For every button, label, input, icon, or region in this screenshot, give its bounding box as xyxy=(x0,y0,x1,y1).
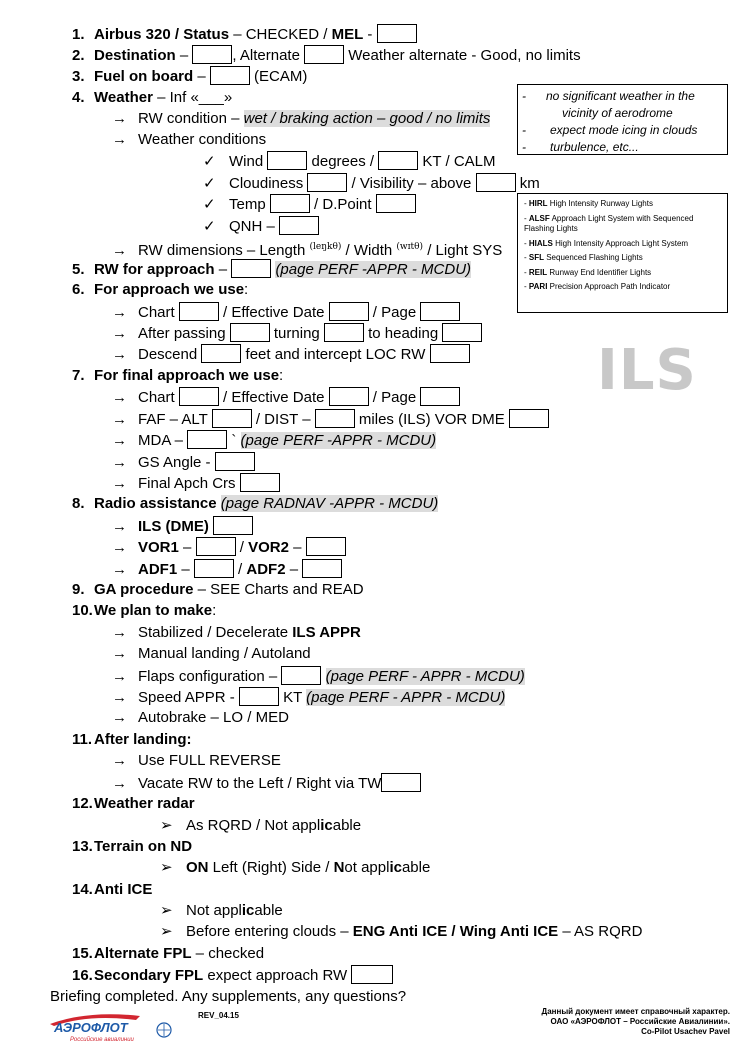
note-row xyxy=(522,139,723,156)
checkmark-icon: ✓ xyxy=(203,218,216,235)
note-row: - PARI Precision Approach Path Indicator xyxy=(524,282,671,291)
item-title: We plan to make xyxy=(94,602,213,619)
footer-line: Данный документ имеет справочный характер. xyxy=(541,1007,730,1016)
item-text: ` xyxy=(227,432,237,449)
vacate-row xyxy=(112,773,421,793)
item-text: Stabilized / Decelerate xyxy=(138,624,293,641)
item-text: KT xyxy=(278,689,307,706)
arrow-icon: → xyxy=(112,689,127,706)
item-7 xyxy=(72,366,283,386)
item-text: - xyxy=(363,26,373,43)
arrowhead-bullet-icon: ➢ xyxy=(160,859,173,876)
temp-row xyxy=(203,194,416,214)
final-date-input[interactable] xyxy=(329,387,369,406)
qnh-input[interactable] xyxy=(279,216,319,235)
item-text: , Alternate xyxy=(232,47,300,64)
item-text: Final Apch Crs xyxy=(138,475,236,492)
cloudiness-row xyxy=(203,173,540,193)
arrow-icon: → xyxy=(112,454,127,471)
weather-conditions xyxy=(112,130,266,150)
note-text: Approach Light System with Sequenced Flashing Lights xyxy=(524,213,694,233)
item-title: For approach we use xyxy=(94,281,245,298)
item-text: QNH – xyxy=(229,218,275,235)
secondary-rw-input[interactable] xyxy=(351,965,393,984)
item-number: 14. xyxy=(72,881,93,898)
adf1-input[interactable] xyxy=(194,559,234,578)
item-number: 8. xyxy=(72,495,85,512)
footer-note xyxy=(542,1007,731,1037)
item-text: – AS RQRD xyxy=(558,923,643,940)
dewpoint-input[interactable] xyxy=(376,194,416,213)
checkmark-icon: ✓ xyxy=(203,153,216,170)
arrow-icon: → xyxy=(112,645,127,662)
item-text: Chart xyxy=(138,304,175,321)
item-number: 12. xyxy=(72,795,93,812)
arrow-icon: → xyxy=(112,668,127,685)
rw-approach-input[interactable] xyxy=(231,259,271,278)
cloudiness-input[interactable] xyxy=(307,173,347,192)
note-row xyxy=(522,88,723,105)
mda-input[interactable] xyxy=(187,430,227,449)
final-chart-input[interactable] xyxy=(179,387,219,406)
vor-dme-input[interactable] xyxy=(509,409,549,428)
item-9 xyxy=(72,580,364,600)
item-text: expect approach RW xyxy=(203,967,348,984)
item-text: Flaps configuration – xyxy=(138,668,278,685)
item-14 xyxy=(72,880,152,900)
item-text: able xyxy=(254,902,283,919)
item-title: Radio assistance xyxy=(94,495,217,512)
flaps-row xyxy=(112,666,525,686)
faf-dist-input[interactable] xyxy=(315,409,355,428)
rw-dimensions xyxy=(112,237,502,257)
descend-input[interactable] xyxy=(201,344,241,363)
item-text: – CHECKED / xyxy=(229,26,332,43)
transcription: (leŋkθ) xyxy=(309,242,342,252)
item-number: 10. xyxy=(72,602,93,619)
item-text: – SEE Charts and READ xyxy=(193,581,364,598)
approach-chart-row xyxy=(112,302,460,322)
item-text: feet and intercept LOC RW xyxy=(241,346,426,363)
item-title: After landing: xyxy=(94,731,192,748)
logo-text: АЭРОФЛОТ xyxy=(54,1020,128,1035)
transcription: (wɪtθ) xyxy=(396,242,424,252)
checkmark-icon: ✓ xyxy=(203,196,216,213)
note-text: no significant weather in the xyxy=(546,89,695,103)
item-8 xyxy=(72,494,438,514)
note-abbr: PARI xyxy=(528,282,548,291)
approach-page-input[interactable] xyxy=(420,302,460,321)
item-text: km xyxy=(515,175,540,192)
closing-text: Briefing completed. Any supplements, any questions? xyxy=(50,988,407,1005)
item-text-bold: ON xyxy=(186,859,209,876)
note-row: - ALSF Approach Light System with Sequenced Flashing Lights xyxy=(524,213,694,233)
item-note-highlight: (page RADNAV -APPR - MCDU) xyxy=(220,495,439,512)
item-text: GS Angle - xyxy=(138,454,211,471)
landing-row xyxy=(112,644,311,664)
arrowhead-bullet-icon: ➢ xyxy=(160,902,173,919)
item-text: / Width xyxy=(341,242,397,259)
item-11 xyxy=(72,730,192,750)
item-text: : xyxy=(279,367,284,384)
note-abbr: HIRL xyxy=(528,199,548,208)
item-6 xyxy=(72,280,248,300)
item-text: – checked xyxy=(191,945,265,962)
after-passing-input[interactable] xyxy=(230,323,270,342)
radar-row xyxy=(160,816,361,836)
item-text: Descend xyxy=(138,346,198,363)
arrow-icon: → xyxy=(112,475,127,492)
taxiway-input[interactable] xyxy=(381,773,421,792)
item-number: 11. xyxy=(72,731,93,748)
item-text: » xyxy=(223,89,233,106)
adf-row xyxy=(112,559,342,579)
item-13 xyxy=(72,837,192,857)
item-text: Cloudiness xyxy=(229,175,304,192)
footer-line: ОАО «АЭРОФЛОТ – Российские Авиалинии». xyxy=(550,1017,730,1026)
item-text: Before entering clouds – xyxy=(186,923,353,940)
item-text: Use FULL REVERSE xyxy=(138,752,281,769)
atis-blank[interactable]: ___ xyxy=(198,89,224,106)
terrain-row xyxy=(160,858,430,878)
arrow-icon: → xyxy=(112,539,127,556)
note-row: - HIRL High Intensity Runway Lights xyxy=(524,199,653,208)
item-text: – Inf « xyxy=(152,89,199,106)
item-text-bold: MEL xyxy=(331,26,364,43)
arrow-icon: → xyxy=(112,131,127,148)
item-text-bold: ic xyxy=(389,859,402,876)
item-text: / DIST – xyxy=(251,411,311,428)
footer-line: Co-Pilot Usachev Pavel xyxy=(641,1027,730,1036)
item-title: Secondary FPL xyxy=(94,967,204,984)
item-text: / Page xyxy=(368,389,417,406)
temp-input[interactable] xyxy=(270,194,310,213)
note-row: - SFL Sequenced Flashing Lights xyxy=(524,253,643,262)
item-text-bold: ILS (DME) xyxy=(138,518,209,535)
item-text: / Effective Date xyxy=(218,304,325,321)
item-text: / Visibility – above xyxy=(347,175,472,192)
destination-input[interactable] xyxy=(192,45,232,64)
alternate-input[interactable] xyxy=(304,45,344,64)
note-abbr: HIALS xyxy=(528,238,553,248)
item-5 xyxy=(72,259,471,279)
item-3 xyxy=(72,66,307,86)
item-text: After passing xyxy=(138,325,226,342)
arrow-icon: → xyxy=(112,110,127,127)
note-text: expect mode icing in clouds xyxy=(550,123,698,137)
note-text: Runway End Identifier Lights xyxy=(547,267,652,277)
arrow-icon: → xyxy=(112,242,127,259)
dash-bullet: - xyxy=(522,140,526,154)
note-text: vicinity of aerodrome xyxy=(562,106,673,120)
fuel-input[interactable] xyxy=(210,66,250,85)
item-note-highlight: (page PERF -APPR - MCDU) xyxy=(275,261,472,278)
item-number: 13. xyxy=(72,838,93,855)
note-abbr: REIL xyxy=(528,267,548,277)
item-title: Terrain on ND xyxy=(94,838,193,855)
item-text: miles (ILS) VOR DME xyxy=(354,411,505,428)
item-text: Speed APPR - xyxy=(138,689,235,706)
arrowhead-bullet-icon: ➢ xyxy=(160,817,173,834)
item-10 xyxy=(72,601,216,621)
item-number: 16. xyxy=(72,967,93,984)
dash-bullet: - xyxy=(522,123,526,137)
item-title: Fuel on board xyxy=(94,68,194,85)
note-text: High Intensity Approach Light System xyxy=(552,238,689,248)
gs-angle-input[interactable] xyxy=(215,452,255,471)
item-text: KT / CALM xyxy=(418,153,496,170)
item-text: Temp xyxy=(229,196,266,213)
item-text: – xyxy=(288,539,302,556)
wind-speed-input[interactable] xyxy=(378,151,418,170)
item-text: Weather conditions xyxy=(138,131,267,148)
item-text: (ECAM) xyxy=(249,68,308,85)
arrow-icon: → xyxy=(112,752,127,769)
item-note-highlight: (page PERF -APPR - MCDU) xyxy=(240,432,437,449)
item-note-highlight: (page PERF - APPR - MCDU) xyxy=(325,668,525,685)
item-text: Vacate RW to the Left / Right via TW xyxy=(138,775,382,792)
heading-input[interactable] xyxy=(442,323,482,342)
item-text-bold: VOR2 xyxy=(248,539,289,556)
arrow-icon: → xyxy=(112,325,127,342)
item-title: Alternate FPL xyxy=(94,945,192,962)
item-title: RW for approach xyxy=(94,261,215,278)
arrow-icon: → xyxy=(112,389,127,406)
arrow-icon: → xyxy=(112,624,127,641)
item-note-highlight: wet / braking action – good / no limits xyxy=(243,110,491,127)
item-number: 15. xyxy=(72,945,93,962)
gs-angle-row xyxy=(112,452,255,472)
arrowhead-bullet-icon: ➢ xyxy=(160,923,173,940)
approach-date-input[interactable] xyxy=(329,302,369,321)
ils-watermark: ILS xyxy=(597,338,697,403)
item-text: – xyxy=(214,261,228,278)
note-abbr: SFL xyxy=(528,253,544,262)
faf-row xyxy=(112,409,549,429)
item-text: Not appl xyxy=(186,902,242,919)
item-16 xyxy=(72,965,393,985)
flaps-input[interactable] xyxy=(281,666,321,685)
aeroflot-logo-mark xyxy=(48,1010,198,1044)
faf-alt-input[interactable] xyxy=(212,409,252,428)
item-text-bold: VOR1 xyxy=(138,539,179,556)
wind-row xyxy=(203,151,496,171)
visibility-input[interactable] xyxy=(476,173,516,192)
item-text: ot appl xyxy=(344,859,390,876)
revision: REV_04.15 xyxy=(198,1011,239,1020)
item-text-bold: ADF2 xyxy=(246,561,286,578)
item-title: Weather xyxy=(94,89,153,106)
after-passing-row xyxy=(112,323,482,343)
item-number: 5. xyxy=(72,261,85,278)
item-number: 7. xyxy=(72,367,85,384)
item-text: / xyxy=(233,561,247,578)
aeroflot-logo xyxy=(48,1010,198,1049)
item-text-bold: ic xyxy=(320,817,333,834)
final-chart-row xyxy=(112,387,460,407)
rw-condition xyxy=(112,109,490,129)
final-crs-input[interactable] xyxy=(240,473,280,492)
item-title: GA procedure xyxy=(94,581,194,598)
arrow-icon: → xyxy=(112,432,127,449)
item-2 xyxy=(72,45,581,65)
note-row xyxy=(522,105,723,122)
arrow-icon: → xyxy=(112,709,127,726)
item-text: – xyxy=(193,68,206,85)
vor1-input[interactable] xyxy=(196,537,236,556)
speed-input[interactable] xyxy=(239,687,279,706)
weather-note-box xyxy=(517,84,728,155)
item-text-bold: ENG Anti ICE / Wing Anti ICE xyxy=(352,923,559,940)
arrow-icon: → xyxy=(112,518,127,535)
item-text: : xyxy=(244,281,249,298)
vor2-input[interactable] xyxy=(306,537,346,556)
anti-ice-row-2 xyxy=(160,922,642,942)
vor-row xyxy=(112,537,346,557)
checkmark-icon: ✓ xyxy=(203,175,216,192)
item-text: Autobrake – LO / MED xyxy=(138,709,289,726)
approach-chart-input[interactable] xyxy=(179,302,219,321)
item-text: MDA – xyxy=(138,432,184,449)
item-text: / Light SYS xyxy=(423,242,503,259)
item-note-highlight: (page PERF - APPR - MCDU) xyxy=(306,689,506,706)
note-row xyxy=(522,122,723,139)
ils-dme-row xyxy=(112,516,253,536)
item-text: Manual landing / Autoland xyxy=(138,645,311,662)
item-text: As RQRD / Not appl xyxy=(186,817,321,834)
logo-subtitle: Российские авиалинии xyxy=(70,1037,134,1043)
ils-dme-input[interactable] xyxy=(213,516,253,535)
item-4 xyxy=(72,88,232,108)
item-text: Left (Right) Side / xyxy=(208,859,334,876)
item-title: Airbus 320 / Status xyxy=(94,26,230,43)
item-text: Weather alternate - Good, no limits xyxy=(344,47,581,64)
note-text: High Intensity Runway Lights xyxy=(547,199,653,208)
note-text: Sequenced Flashing Lights xyxy=(544,253,643,262)
arrow-icon: → xyxy=(112,411,127,428)
item-title: For final approach we use xyxy=(94,367,280,384)
item-text-bold: ADF1 xyxy=(138,561,178,578)
wind-direction-input[interactable] xyxy=(267,151,307,170)
item-15 xyxy=(72,944,264,964)
item-title: Destination xyxy=(94,47,176,64)
arrow-icon: → xyxy=(112,304,127,321)
item-title: Anti ICE xyxy=(94,881,153,898)
item-text-bold: ic xyxy=(241,902,255,919)
qnh-row xyxy=(203,216,319,236)
item-text: Chart xyxy=(138,389,175,406)
final-crs-row xyxy=(112,473,280,493)
item-text-bold: N xyxy=(333,859,345,876)
lights-note-box xyxy=(517,193,728,313)
item-title: Weather radar xyxy=(94,795,195,812)
item-text: / D.Point xyxy=(309,196,372,213)
item-text: / Page xyxy=(368,304,417,321)
item-number: 6. xyxy=(72,281,85,298)
item-number: 1. xyxy=(72,26,85,43)
item-text: to heading xyxy=(363,325,439,342)
item-number: 9. xyxy=(72,581,85,598)
adf2-input[interactable] xyxy=(302,559,342,578)
item-text: able xyxy=(401,859,431,876)
item-text: / Effective Date xyxy=(218,389,325,406)
item-text: degrees / xyxy=(307,153,375,170)
note-row: - HIALS High Intensity Approach Light System xyxy=(524,238,689,248)
final-page-input[interactable] xyxy=(420,387,460,406)
item-text-bold: ILS APPR xyxy=(292,624,361,641)
item-text: RW condition – xyxy=(138,110,244,127)
reverse-row xyxy=(112,751,281,771)
turning-input[interactable] xyxy=(324,323,364,342)
item-number: 4. xyxy=(72,89,85,106)
mel-input[interactable] xyxy=(377,24,417,43)
anti-ice-row-1 xyxy=(160,901,283,921)
item-1 xyxy=(72,24,417,44)
item-number: 2. xyxy=(72,47,85,64)
item-text: Wind xyxy=(229,153,264,170)
item-text: : xyxy=(212,602,217,619)
speed-row xyxy=(112,687,505,707)
descend-row xyxy=(112,344,470,364)
mda-row xyxy=(112,430,436,450)
loc-rw-input[interactable] xyxy=(430,344,470,363)
stabilized-row xyxy=(112,623,361,643)
arrow-icon: → xyxy=(112,346,127,363)
note-abbr: ALSF xyxy=(528,213,550,223)
item-text: – xyxy=(285,561,299,578)
arrow-icon: → xyxy=(112,775,127,792)
item-text: RW dimensions – Length xyxy=(138,242,310,259)
note-row: - REIL Runway End Identifier Lights xyxy=(524,267,652,277)
arrow-icon: → xyxy=(112,561,127,578)
item-text: / xyxy=(235,539,249,556)
dash-bullet: - xyxy=(522,89,526,103)
item-text: – xyxy=(177,561,190,578)
item-text: turning xyxy=(269,325,320,342)
note-text: turbulence, etc... xyxy=(550,140,639,154)
note-text: Precision Approach Path Indicator xyxy=(547,282,671,291)
item-number: 3. xyxy=(72,68,85,85)
item-text: – xyxy=(175,47,189,64)
autobrake-row xyxy=(112,708,289,728)
item-text: – xyxy=(178,539,192,556)
item-text: FAF – ALT xyxy=(138,411,208,428)
item-12 xyxy=(72,794,195,814)
item-text: able xyxy=(332,817,362,834)
